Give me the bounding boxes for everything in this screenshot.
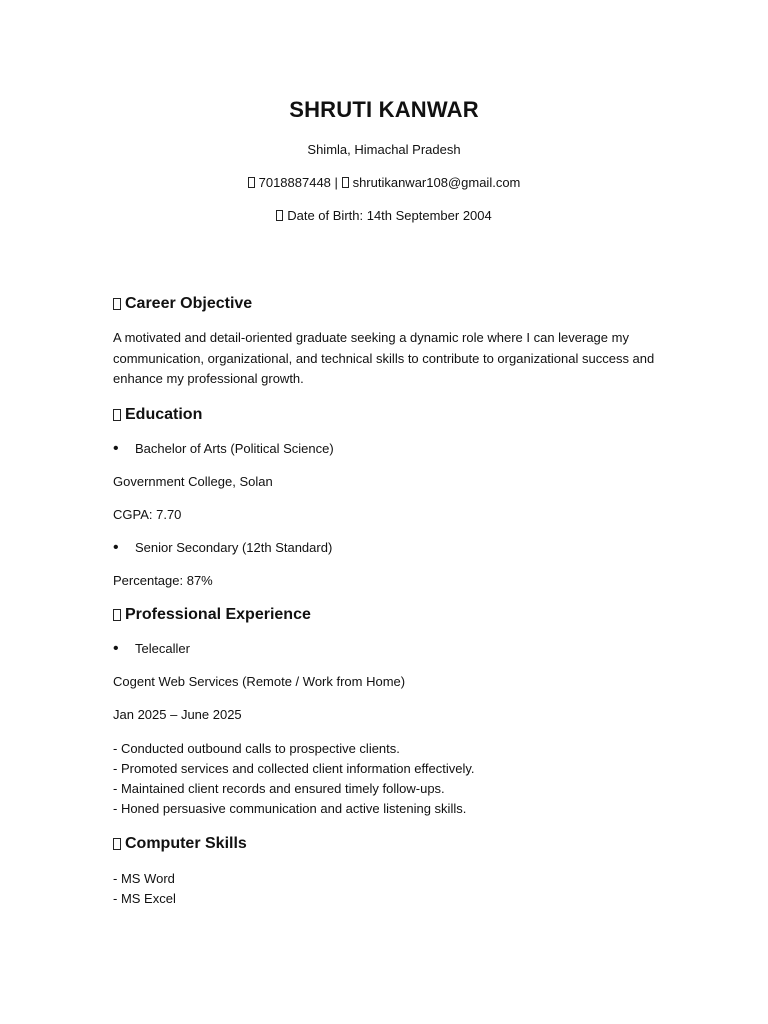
- education-heading: [113, 403, 673, 427]
- college-1: Government College, Solan: [113, 473, 273, 489]
- education-icon: [113, 409, 121, 421]
- email-icon: [342, 177, 349, 188]
- degree-2: Senior Secondary (12th Standard): [135, 539, 333, 555]
- contact-line: [0, 174, 768, 192]
- resume-body: [113, 292, 673, 909]
- skills-icon: [113, 838, 121, 850]
- phone-icon: [248, 177, 255, 188]
- career-objective-heading: [113, 292, 673, 316]
- phone-number: 7018887448: [258, 175, 331, 190]
- bullet-icon: •: [113, 439, 119, 457]
- dob-line: [0, 207, 768, 225]
- career-objective-text: A motivated and detail-oriented graduate seeking a dynamic role where I can leverage my communication, organizational, and technical skills to contribute to organizational success and enhance my professional growth.: [113, 330, 655, 386]
- skill-item: - MS Word: [113, 870, 175, 886]
- career-objective-title: Career Objective: [125, 295, 253, 312]
- job-role: Telecaller: [135, 640, 190, 656]
- resume-header: [0, 94, 768, 225]
- cgpa: CGPA: 7.70: [113, 506, 182, 522]
- degree-1: Bachelor of Arts (Political Science): [135, 440, 334, 456]
- date-of-birth: Date of Birth: 14th September 2004: [287, 208, 492, 223]
- experience-icon: [113, 609, 121, 621]
- company: Cogent Web Services (Remote / Work from Home): [113, 673, 406, 689]
- experience-item-1: [113, 640, 673, 658]
- skills-title: Computer Skills: [125, 834, 247, 852]
- percentage: Percentage: 87%: [113, 572, 213, 588]
- duties-list: [113, 739, 673, 819]
- education-item-2: [113, 539, 673, 557]
- calendar-icon: [276, 210, 283, 221]
- contact-separator: |: [334, 175, 338, 190]
- email-address: shrutikanwar108@gmail.com: [352, 175, 521, 190]
- bullet-icon: •: [113, 538, 119, 556]
- duty-item: - Honed persuasive communication and active listening skills.: [113, 800, 467, 816]
- experience-heading: [113, 603, 673, 627]
- skills-heading: [113, 832, 673, 856]
- career-objective-icon: [113, 298, 121, 310]
- duty-item: - Maintained client records and ensured timely follow-ups.: [113, 780, 445, 796]
- education-title: Education: [125, 405, 203, 423]
- skill-item: - MS Excel: [113, 890, 176, 906]
- duty-item: - Conducted outbound calls to prospective clients.: [113, 740, 400, 756]
- candidate-name: SHRUTI KANWAR: [289, 97, 479, 122]
- education-item-1: [113, 440, 673, 458]
- experience-title: Professional Experience: [125, 605, 311, 623]
- employment-period: Jan 2025 – June 2025: [113, 706, 242, 722]
- bullet-icon: •: [113, 639, 119, 657]
- duty-item: - Promoted services and collected client information effectively.: [113, 760, 475, 776]
- skills-list: [113, 869, 673, 909]
- location-line: Shimla, Himachal Pradesh: [307, 142, 461, 157]
